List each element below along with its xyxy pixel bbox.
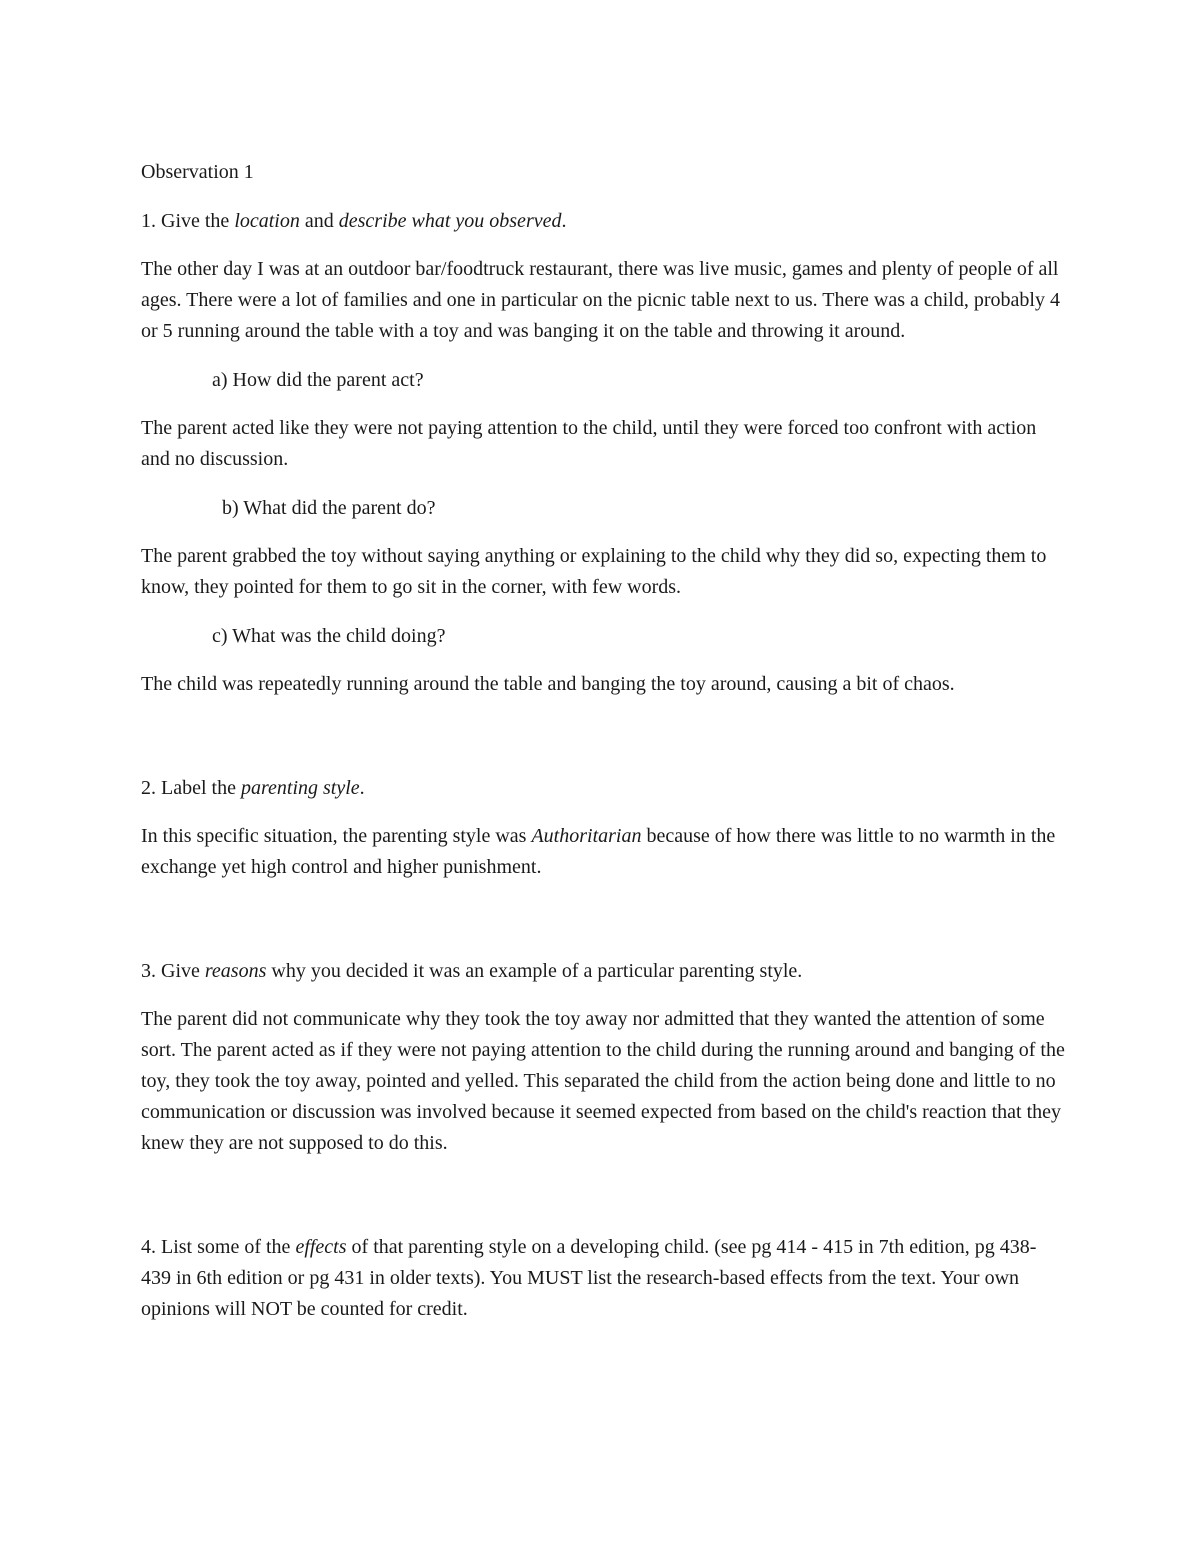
document-body <box>141 157 1066 1342</box>
question-3 <box>141 956 1066 987</box>
question-4-emphasis: effects <box>295 1236 347 1258</box>
answer-2-prefix: In this specific situation, the parenting style was <box>141 825 532 847</box>
question-4-suffix: of that parenting style on a developing child. (see pg 414 - 415 in 7th edition, pg 438-439 in 6th edition or pg 431 in older texts). You MUST list the research-based effects from the text. Your own opinions will NOT be counted for credit. <box>141 1236 1037 1320</box>
question-2-suffix: . <box>359 777 365 799</box>
question-1 <box>141 206 1066 237</box>
question-3-suffix: why you decided it was an example of a particular parenting style. <box>266 960 803 982</box>
question-3-emphasis: reasons <box>204 960 267 982</box>
answer-3: The parent did not communicate why they took the toy away nor admitted that they wanted the attention of some sort. The parent acted as if they were not paying attention to the child during the running around and banging of the toy, they took the toy away, pointed and yelled. This separated the child from the action being done and little to no communication or discussion was involved because it seemed expected from based on the child's reaction that they knew they are not supposed to do this. <box>141 1008 1065 1154</box>
question-2-prefix: 2. Label the <box>141 777 241 799</box>
question-1-mid: and <box>299 210 339 232</box>
answer-1c: The child was repeatedly running around the table and banging the toy around, causing a bit of chaos. <box>141 673 955 695</box>
question-1-suffix: . <box>561 210 567 232</box>
question-2-emphasis: parenting style <box>240 777 360 799</box>
question-2 <box>141 773 1066 804</box>
question-1-emphasis-describe: describe what you observed <box>338 210 562 232</box>
answer-1: The other day I was at an outdoor bar/foodtruck restaurant, there was live music, games and plenty of people of all ages. There were a lot of families and one in particular on the picnic table next to us. There was a child, probably 4 or 5 running around the table with a toy and was banging it on the table and throwing it around. <box>141 258 1060 342</box>
document-title: Observation 1 <box>141 161 254 183</box>
answer-1a: The parent acted like they were not paying attention to the child, until they were forced too confront with action and no discussion. <box>141 417 1037 470</box>
question-1-emphasis-location: location <box>234 210 300 232</box>
answer-2-emphasis: Authoritarian <box>531 825 642 847</box>
question-1-prefix: 1. Give the <box>141 210 235 232</box>
answer-2 <box>141 821 1066 883</box>
question-4 <box>141 1232 1066 1325</box>
question-1b: b) What did the parent do? <box>222 497 436 519</box>
answer-2-suffix: because of how there was little to no warmth in the exchange yet high control and higher punishment. <box>141 825 1056 878</box>
question-3-prefix: 3. Give <box>141 960 205 982</box>
question-1a: a) How did the parent act? <box>212 369 424 391</box>
question-1c: c) What was the child doing? <box>212 625 446 647</box>
question-4-prefix: 4. List some of the <box>141 1236 296 1258</box>
answer-1b: The parent grabbed the toy without saying anything or explaining to the child why they did so, expecting them to know, they pointed for them to go sit in the corner, with few words. <box>141 545 1047 598</box>
